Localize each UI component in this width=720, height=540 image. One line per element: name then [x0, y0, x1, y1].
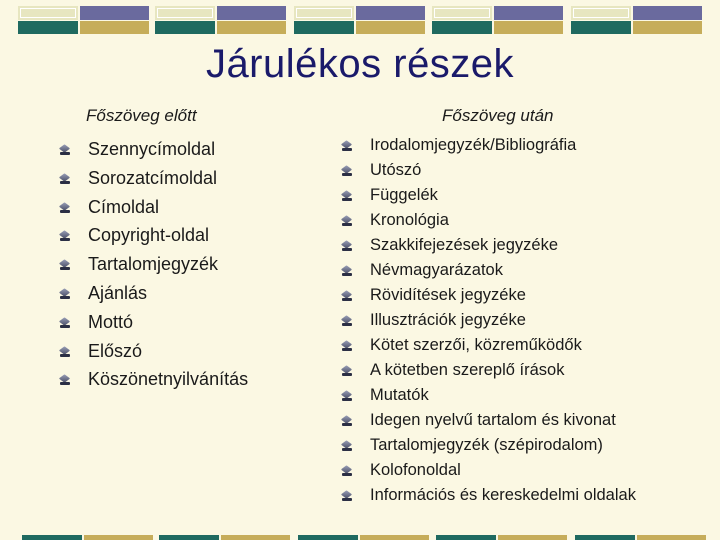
- list-item: [58, 310, 248, 339]
- list-item: [58, 367, 248, 396]
- list-item-text: Függelék: [370, 186, 438, 204]
- list-item-text: Előszó: [88, 340, 143, 361]
- list-item-text: Kronológia: [370, 211, 449, 229]
- bullet-icon: [342, 141, 352, 151]
- bullet-icon: [60, 318, 70, 328]
- list-item: [58, 281, 248, 310]
- left-bullet-list: [58, 137, 248, 396]
- bullet-icon: [60, 174, 70, 184]
- decor-block: [18, 6, 149, 34]
- list-item-text: Rövidítések jegyzéke: [370, 286, 526, 304]
- list-item-text: Szakkifejezések jegyzéke: [370, 236, 559, 254]
- list-item-text: Utószó: [370, 161, 422, 179]
- list-item-text: Kolofonoldal: [370, 461, 461, 479]
- list-item-text: Irodalomjegyzék/Bibliográfia: [370, 136, 577, 154]
- list-item-text: Címoldal: [88, 196, 160, 217]
- list-item-text: Kötet szerzői, közreműködők: [370, 336, 582, 354]
- bullet-icon: [342, 191, 352, 201]
- list-item-text: Tartalomjegyzék (szépirodalom): [370, 436, 603, 454]
- list-item: [340, 210, 636, 235]
- bullet-icon: [342, 166, 352, 176]
- list-item: [340, 135, 636, 160]
- list-item-text: A kötetben szereplő írások: [370, 361, 565, 379]
- right-bullet-list: [340, 135, 636, 510]
- list-item: [340, 485, 636, 510]
- bullet-icon: [60, 260, 70, 270]
- list-item: [340, 235, 636, 260]
- left-column-heading: Főszöveg előtt: [86, 106, 197, 125]
- list-item-text: Ajánlás: [88, 282, 148, 303]
- list-item-text: Mottó: [88, 311, 134, 332]
- list-item-text: Illusztrációk jegyzéke: [370, 311, 526, 329]
- list-item-text: Copyright-oldal: [88, 225, 210, 246]
- bullet-icon: [60, 231, 70, 241]
- bullet-icon: [342, 216, 352, 226]
- bullet-icon: [342, 391, 352, 401]
- bullet-icon: [342, 491, 352, 501]
- list-item-text: Köszönetnyilvánítás: [88, 369, 249, 390]
- list-item: [340, 335, 636, 360]
- slide-title: Járulékos részek: [205, 42, 515, 86]
- list-item: [58, 137, 248, 166]
- bullet-icon: [60, 347, 70, 357]
- bullet-icon: [342, 266, 352, 276]
- list-item: [58, 252, 248, 281]
- bullet-icon: [342, 241, 352, 251]
- list-item-text: Névmagyarázatok: [370, 261, 503, 279]
- decor-block: [294, 6, 425, 34]
- bullet-icon: [60, 145, 70, 155]
- list-item-text: Idegen nyelvű tartalom és kivonat: [370, 411, 616, 429]
- list-item-text: Szennycímoldal: [88, 139, 216, 159]
- list-item: [340, 360, 636, 385]
- bullet-icon: [342, 416, 352, 426]
- list-item: [58, 339, 248, 368]
- bullet-icon: [60, 375, 70, 385]
- list-item: [340, 185, 636, 210]
- list-item: [340, 160, 636, 185]
- bullet-icon: [342, 366, 352, 376]
- bullet-icon: [342, 341, 352, 351]
- top-decorative-bar: [0, 0, 720, 40]
- list-item-text: Sorozatcímoldal: [88, 167, 218, 188]
- bullet-icon: [342, 316, 352, 326]
- list-item: [340, 435, 636, 460]
- decor-block: [155, 6, 286, 34]
- list-item: [58, 195, 248, 224]
- list-item: [340, 310, 636, 335]
- list-item: [340, 460, 636, 485]
- bullet-icon: [342, 466, 352, 476]
- list-item-text: Tartalomjegyzék: [88, 254, 219, 275]
- list-item: [340, 385, 636, 410]
- bottom-decorative-bar: [0, 534, 720, 540]
- list-item: [340, 260, 636, 285]
- decor-block: [432, 6, 563, 34]
- list-item-text: Információs és kereskedelmi oldalak: [370, 486, 636, 504]
- bullet-icon: [342, 291, 352, 301]
- bullet-icon: [342, 441, 352, 451]
- decor-block: [571, 6, 702, 34]
- list-item: [58, 223, 248, 252]
- list-item: [58, 166, 248, 195]
- list-item-text: Mutatók: [370, 386, 429, 404]
- bullet-icon: [60, 289, 70, 299]
- list-item: [340, 285, 636, 310]
- right-column-heading: Főszöveg után: [442, 106, 554, 125]
- list-item: [340, 410, 636, 435]
- bullet-icon: [60, 203, 70, 213]
